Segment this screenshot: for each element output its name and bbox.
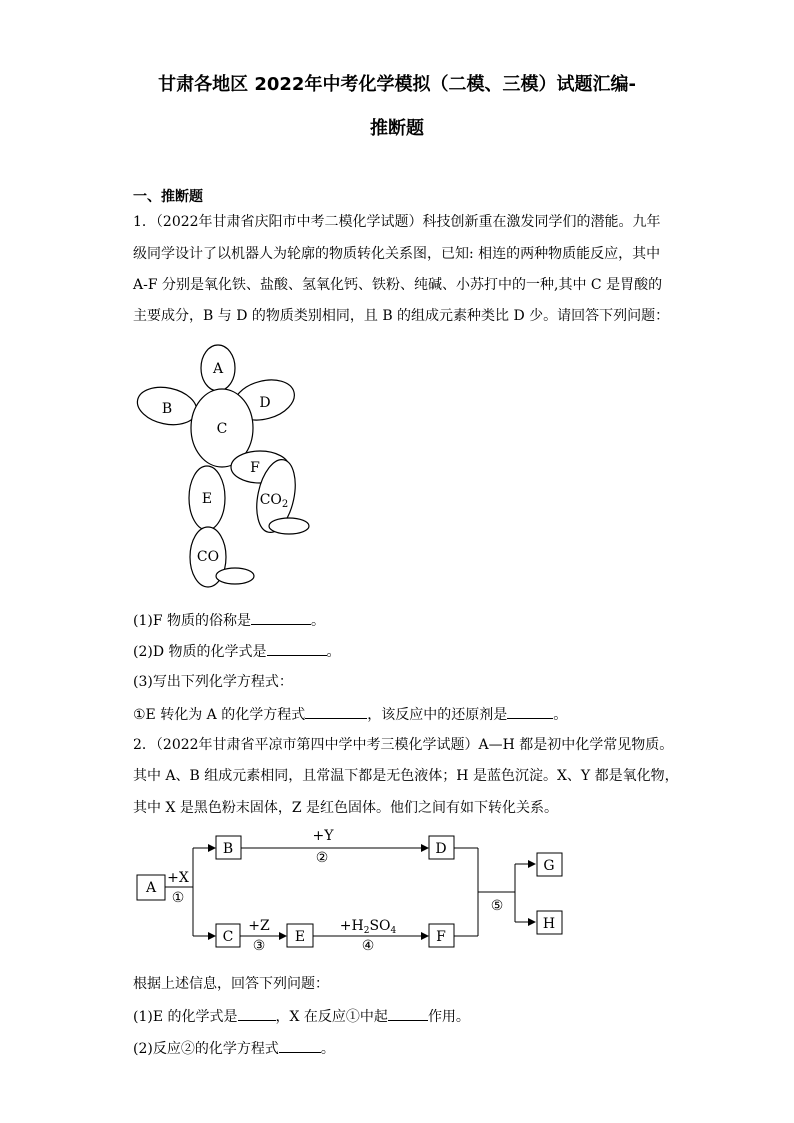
reagent-y: +Y [312, 828, 334, 844]
reagent-z: +Z [248, 918, 270, 934]
flow-diagram [130, 828, 570, 958]
q2-line-2: 其中 A、B 组成元素相同，且常温下都是无色液体；H 是蓝色沉淀。X、Y 都是氧化物， [133, 768, 679, 784]
label-co2: $CO_2$ [259, 492, 289, 510]
robot-diagram [130, 338, 330, 593]
answer-blank-f-name[interactable] [251, 611, 311, 625]
flow-label-e: E [294, 929, 306, 945]
q1-line-1: 1．（2022年甘肃省庆阳市中考二模化学试题）科技创新重在激发同学们的潜能。九年 [133, 214, 661, 230]
flow-label-f: F [436, 929, 446, 945]
q2-sub-1: (1)E 的化学式是 ，X 在反应①中起 作用。 [133, 1009, 470, 1025]
flow-label-d: D [435, 841, 447, 857]
flow-label-h: H [542, 916, 556, 932]
label-b: B [161, 401, 173, 417]
answer-blank-e-formula[interactable] [238, 1007, 276, 1021]
step-5: ⑤ [490, 898, 504, 914]
q1-line-4: 主要成分，B 与 D 的物质类别相同，且 B 的组成元素种类比 D 少。请回答下列问题： [133, 308, 670, 324]
q1-sub-3a: ①E 转化为 A 的化学方程式 ，该反应中的还原剂是 。 [133, 707, 568, 723]
q2-line-3: 其中 X 是黑色粉末固体，Z 是红色固体。他们之间有如下转化关系。 [133, 800, 559, 816]
q2-line-1: 2．（2022年甘肃省平凉市第四中学中考三模化学试题）A—H 都是初中化学常见物质。 [133, 737, 674, 753]
page-title-line-2: 推断题 [370, 118, 424, 139]
flow-label-b: B [222, 841, 234, 857]
q2-sub-2: (2)反应②的化学方程式 。 [133, 1041, 335, 1057]
flow-label-g: G [543, 858, 555, 874]
step-2: ② [315, 850, 329, 866]
answer-blank-d-formula[interactable] [267, 642, 327, 656]
step-4: ④ [361, 938, 375, 954]
label-co: CO [196, 549, 220, 565]
page-title-line-1: 甘肃各地区 2022年中考化学模拟（二模、三模）试题汇编- [158, 74, 636, 95]
step-3: ③ [252, 938, 266, 954]
answer-blank-x-role[interactable] [388, 1007, 428, 1021]
answer-blank-reaction-2[interactable] [279, 1039, 321, 1053]
q1-sub-3: (3)写出下列化学方程式： [133, 674, 293, 690]
q1-sub-1: (1)F 物质的俗称是 。 [133, 613, 325, 629]
reagent-h2so4: $+H_2SO_4$ [339, 918, 397, 936]
flow-label-c: C [222, 929, 234, 945]
answer-blank-reductant[interactable] [507, 705, 553, 719]
label-e: E [201, 491, 213, 507]
q1-line-3: A-F 分别是氧化铁、盐酸、氢氧化钙、铁粉、纯碱、小苏打中的一种,其中 C 是胃酸的 [133, 277, 663, 293]
label-d: D [259, 395, 271, 411]
q2-after: 根据上述信息，回答下列问题： [133, 976, 329, 992]
label-a: A [212, 361, 224, 377]
foot-left [216, 568, 254, 584]
answer-blank-equation[interactable] [305, 705, 367, 719]
reagent-x: +X [167, 870, 189, 886]
label-c: C [216, 421, 228, 437]
q1-line-2: 级同学设计了以机器人为轮廓的物质转化关系图，已知: 相连的两种物质能反应，其中 [133, 246, 661, 262]
step-1: ① [171, 890, 185, 906]
flow-label-a: A [145, 880, 157, 896]
q1-sub-2: (2)D 物质的化学式是 。 [133, 644, 341, 660]
foot-right [269, 518, 309, 534]
section-heading: 一、推断题 [133, 189, 203, 205]
label-f: F [250, 460, 260, 476]
